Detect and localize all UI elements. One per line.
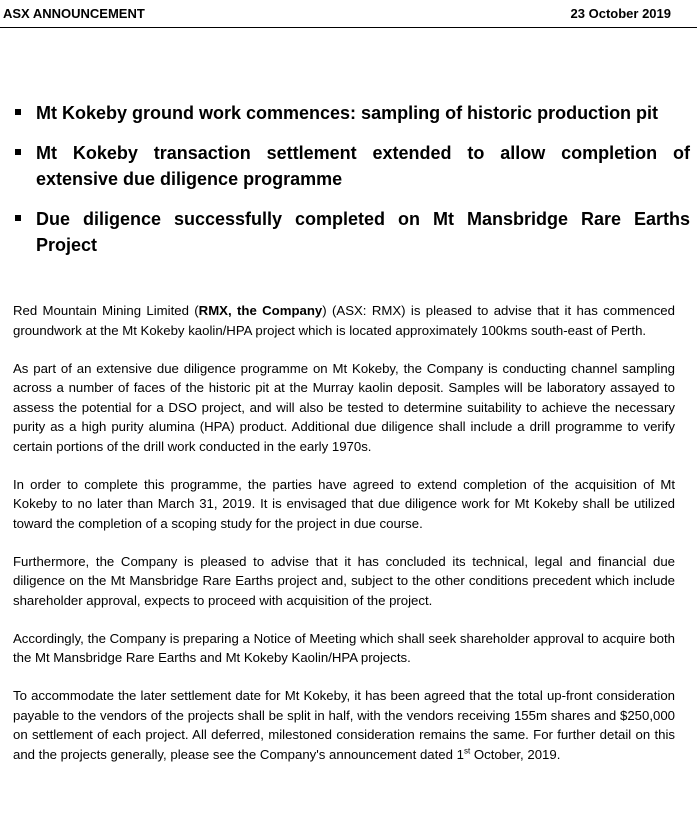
watermark-decoration [0, 70, 14, 830]
paragraph-text: October, 2019. [470, 746, 561, 762]
paragraph-due-diligence: As part of an extensive due diligence programme on Mt Kokeby, the Company is conducting channel sampling across a number of faces of the historic pit at the Murray kaolin deposit. Samples will be laboratory assayed to assess the potential for a DSO project, and will also be tested to determine suitability to achieve the necessary purity as a high purity alumina (HPA) product. Additional due diligence shall include a drill programme to verify certain portions of the drill work conducted in the early 1970s. [13, 360, 675, 454]
announcement-type: ASX ANNOUNCEMENT [3, 5, 145, 21]
paragraph-notice-of-meeting: Accordingly, the Company is preparing a Notice of Meeting which shall seek shareholder approval to acquire both the Mt Mansbridge Rare Earths and Mt Kokeby Kaolin/HPA projects. [13, 630, 675, 665]
ordinal-suffix: st [463, 746, 471, 756]
highlight-item: Mt Kokeby ground work commences: sampling of historic production pit [14, 100, 690, 126]
company-defined-term: RMX, the Company [198, 303, 323, 318]
paragraph-text: ) (ASX: RMX) is pleased to advise that it has commenced groundwork at the Mt Kokeby kaolin/HPA project which is located approximately 100kms south-east of Perth. [13, 303, 675, 338]
page-header [3, 4, 671, 22]
highlight-item: Mt Kokeby transaction settlement extended to allow completion of extensive due diligence programme [14, 140, 690, 192]
announcement-body [13, 301, 675, 783]
header-rule [0, 27, 697, 28]
paragraph-intro [13, 301, 675, 340]
announcement-date: 23 October 2019 [570, 5, 671, 21]
highlight-item: Due diligence successfully completed on Mt Mansbridge Rare Earths Project [14, 206, 690, 258]
paragraph-text: Red Mountain Mining Limited ( [13, 303, 199, 318]
paragraph-text: To accommodate the later settlement date for Mt Kokeby, it has been agreed that the total up-front consideration payable to the vendors of the projects shall be split in half, with the vendors receiving 155m shares and $250,000 on settlement of each project. All deferred, milestoned consideration remains the same. For further detail on this and the projects generally, please see the Company's announcement dated 1 [13, 688, 675, 762]
paragraph-completion-extension: In order to complete this programme, the parties have agreed to extend completion of the acquisition of Mt Kokeby to no later than March 31, 2019. It is envisaged that due diligence work for Mt Kokeby shall be utilized toward the completion of a scoping study for the project in due course. [13, 476, 675, 531]
paragraph-settlement [13, 686, 675, 764]
paragraph-mansbridge: Furthermore, the Company is pleased to advise that it has concluded its technical, legal and financial due diligence on the Mt Mansbridge Rare Earths project and, subject to the other conditions precedent which include shareholder approval, expects to proceed with acquisition of the project. [13, 553, 675, 608]
highlights-list [14, 100, 690, 272]
